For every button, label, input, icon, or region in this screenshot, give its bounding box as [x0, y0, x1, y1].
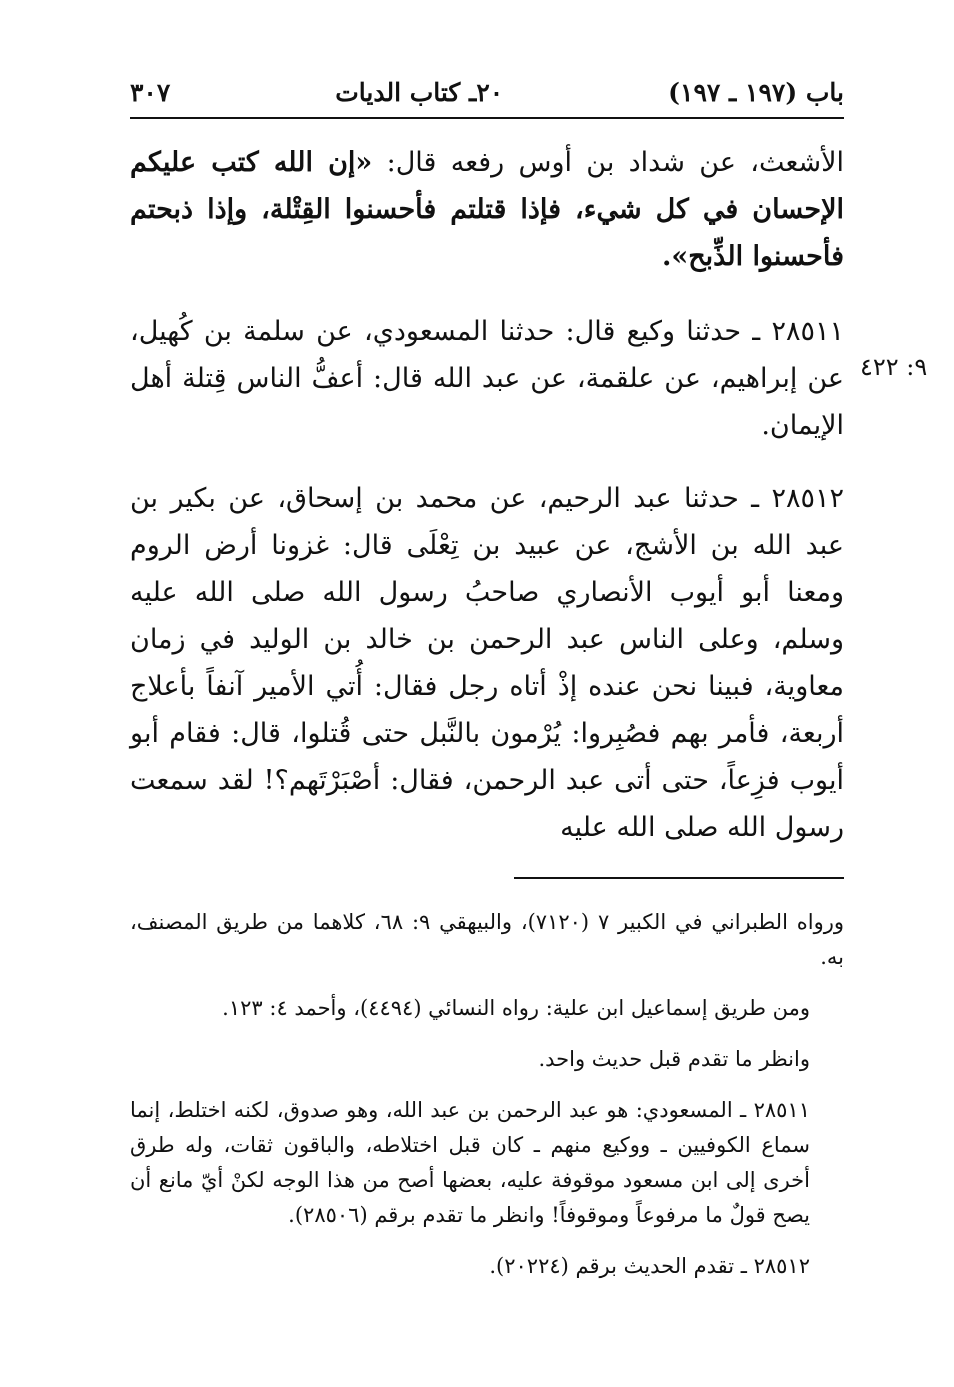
hadith-28512: ٢٨٥١٢ ـ حدثنا عبد الرحيم، عن محمد بن إسحاق، عن بكير بن عبد الله بن الأشج، عن عبيد بن تِعْلَى قال: غزونا أرض الروم ومعنا أبو أيوب الأنصاري صاحبُ رسول الله صلى الله عليه وسلم، وعلى الناس عبد الرحمن بن خالد بن الوليد في زمان معاوية، فبينا نحن عنده إذْ أتاه رجل فقال: أُتي الأمير آنفاً بأعلاج أربعة، فأمر بهم فصُبِروا: يُرْمون بالنَّبل حتى قُتلوا، قال: فقام أبو أيوب فزِعاً، حتى أتى عبد الرحمن، فقال: أصْبَرْتَهم؟! لقد سمعت رسول الله صلى الله عليه: [130, 483, 844, 843]
paragraph-1-plain: الأشعث، عن شداد بن أوس رفعه قال:: [372, 147, 845, 178]
running-header: [130, 78, 844, 117]
footnote-28512: ٢٨٥١٢ ـ تقدم الحديث برقم (٢٠٢٢٤).: [489, 1254, 810, 1278]
footnote-1: ورواه الطبراني في الكبير ٧ (٧١٢٠)، والبيهقي ٩: ٦٨، كلاهما من طريق المصنف، به.: [130, 910, 844, 969]
footnote-28511: ٢٨٥١١ ـ المسعودي: هو عبد الرحمن بن عبد الله، وهو صدوق، لكنه اختلط، إنما سماع الكوفيين ـ ووكيع منهم ـ كان قبل اختلاطه، والباقون ثقات، وله طرق أخرى إلى ابن مسعود موقوفة عليه، بعضها أصح من هذا الوجه لكنْ أيّ مانع أن يصح قولٌ ما مرفوعاً وموقوفاً! وانظر ما تقدم برقم (٢٨٥٠٦).: [130, 1098, 810, 1227]
hadith-quote: «إن الله كتب عليكم الإحسان في كل شيء، فإذا قتلتم فأحسنوا القِتْلة، وإذا ذبحتم فأحسنوا الذِّبح».: [130, 147, 844, 272]
footnotes: [130, 905, 844, 1284]
main-text: [130, 139, 844, 851]
footnote-2: ومن طريق إسماعيل ابن علية: رواه النسائي (٤٤٩٤)، وأحمد ٤: ١٢٣.: [222, 996, 810, 1020]
margin-reference: ٩: ٤٢٢: [860, 353, 928, 381]
paragraph-1: [130, 139, 844, 280]
footnote-rule: [514, 877, 844, 879]
footnote-3: وانظر ما تقدم قبل حديث واحد.: [538, 1047, 810, 1071]
hadith-28511: ٢٨٥١١ ـ حدثنا وكيع قال: حدثنا المسعودي، عن سلمة بن كُهيل، عن إبراهيم، عن علقمة، عن عبد الله قال: أعفُّ الناس قِتلة أهل الإيمان.: [130, 316, 844, 441]
header-book-title: ٢٠ـ كتاب الديات: [335, 78, 504, 107]
page-number: ٣٠٧: [130, 78, 171, 107]
header-chapter: باب (١٩٧ ـ ١٩٧): [668, 78, 844, 107]
page: [130, 78, 844, 1300]
header-rule: [130, 117, 844, 119]
